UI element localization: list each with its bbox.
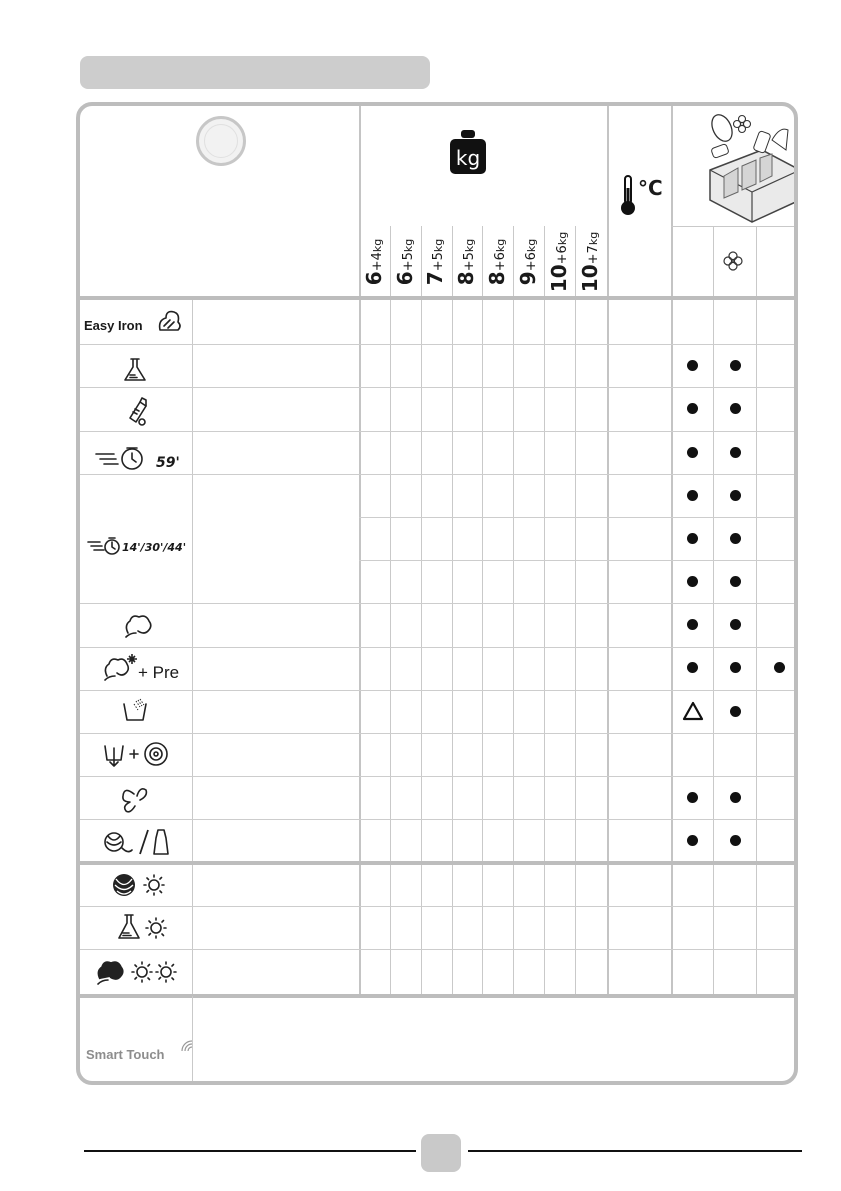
load-column-line-0 — [390, 226, 391, 996]
load-capacity-3: 7+5kg — [423, 238, 447, 286]
dispenser-dot — [730, 447, 741, 458]
rapid-59-label: 59' — [156, 455, 180, 471]
dispenser-column-line-1 — [756, 226, 757, 996]
row-line-12 — [80, 819, 794, 820]
load-capacity-7: 10+6kg — [547, 231, 571, 293]
dispenser-dot — [730, 706, 741, 717]
row-line-9 — [80, 690, 794, 691]
dispenser-dot — [687, 360, 698, 371]
dispenser-triangle — [682, 701, 704, 721]
load-column-line-4 — [513, 226, 514, 996]
load-column-line-6 — [575, 226, 576, 996]
row-line-11 — [80, 776, 794, 777]
delicates-icon — [120, 784, 150, 814]
baby-bottle-icon — [124, 396, 148, 428]
dispenser-dot — [687, 792, 698, 803]
thermometer-icon — [620, 174, 636, 216]
dispenser-dot — [730, 533, 741, 544]
dispenser-dot — [687, 619, 698, 630]
dispenser-column-line-0 — [713, 226, 714, 996]
rapid-timer-icon — [94, 442, 154, 472]
dispenser-dot — [687, 490, 698, 501]
dispenser-dot — [730, 792, 741, 803]
footer-rule-right — [468, 1150, 802, 1152]
row-line-7 — [80, 603, 794, 604]
detergent-drawer-illustration — [692, 110, 798, 230]
header-divider — [80, 296, 794, 300]
dispenser-dot — [730, 619, 741, 630]
wool-handwash-icon — [102, 826, 176, 858]
row-line-5 — [359, 517, 794, 518]
cotton-stain-icon — [102, 652, 138, 682]
wool-dry-icon — [110, 870, 172, 900]
row-line-1 — [80, 344, 794, 345]
flask-dry-icon — [114, 912, 172, 944]
row-line-14 — [80, 906, 794, 907]
prewash-label: + Pre — [138, 663, 180, 682]
dispenser-dot — [730, 576, 741, 587]
dispenser-dot — [687, 576, 698, 587]
dispenser-dot — [687, 447, 698, 458]
weight-label: kg — [455, 146, 481, 170]
row-line-3 — [80, 431, 794, 432]
row-line-8 — [80, 647, 794, 648]
dispenser-dot — [730, 662, 741, 673]
load-capacity-5: 8+6kg — [485, 238, 509, 286]
load-capacity-4: 8+5kg — [454, 238, 478, 286]
row-line-2 — [80, 387, 794, 388]
row-line-10 — [80, 733, 794, 734]
cotton-icon — [122, 611, 154, 639]
smart-touch-divider-v — [192, 996, 193, 1085]
load-capacity-2: 6+5kg — [393, 238, 417, 286]
dry-section-divider — [80, 861, 794, 865]
load-column-line-2 — [452, 226, 453, 996]
rapid-timer-short-icon — [86, 533, 122, 557]
drain-spin-icon — [102, 740, 172, 770]
rapid-short-label: 14'/30'/44' — [122, 541, 187, 554]
load-capacity-6: 9+6kg — [516, 238, 540, 286]
load-capacity-8: 10+7kg — [578, 231, 602, 293]
smart-touch-logo — [86, 1039, 194, 1067]
load-column-line-3 — [482, 226, 483, 996]
dispenser-dot — [774, 662, 785, 673]
section-title-bar — [80, 56, 430, 89]
dispenser-dot — [687, 533, 698, 544]
dispenser-dot — [687, 403, 698, 414]
dispenser-dot — [687, 662, 698, 673]
smart-touch-divider — [80, 994, 794, 998]
load-column-line-5 — [544, 226, 545, 996]
easy-iron-label: Easy Iron — [84, 318, 143, 333]
row-line-15 — [80, 949, 794, 950]
dispenser-dot — [730, 403, 741, 414]
smart-touch-label: Smart Touch — [86, 1047, 165, 1062]
dispenser-subheader-line — [671, 226, 798, 227]
dispenser-dot — [687, 835, 698, 846]
softener-flower-icon — [722, 250, 744, 272]
cotton-dry-icon — [94, 957, 178, 987]
row-line-6 — [359, 560, 794, 561]
flask-icon — [122, 356, 148, 384]
dispenser-dot — [730, 835, 741, 846]
page-number-tab — [421, 1134, 461, 1172]
load-column-line-1 — [421, 226, 422, 996]
programme-selector-knob[interactable] — [196, 116, 246, 166]
programme-table — [76, 102, 798, 1085]
weight-icon — [450, 130, 486, 174]
easy-iron-icon — [156, 306, 182, 336]
temperature-label: °C — [638, 176, 663, 200]
rinse-icon — [122, 698, 148, 724]
dispenser-dot — [730, 490, 741, 501]
row-line-4 — [80, 474, 794, 475]
dispenser-dot — [730, 360, 741, 371]
footer-rule-left — [84, 1150, 416, 1152]
load-capacity-1: 6+4kg — [362, 238, 386, 286]
